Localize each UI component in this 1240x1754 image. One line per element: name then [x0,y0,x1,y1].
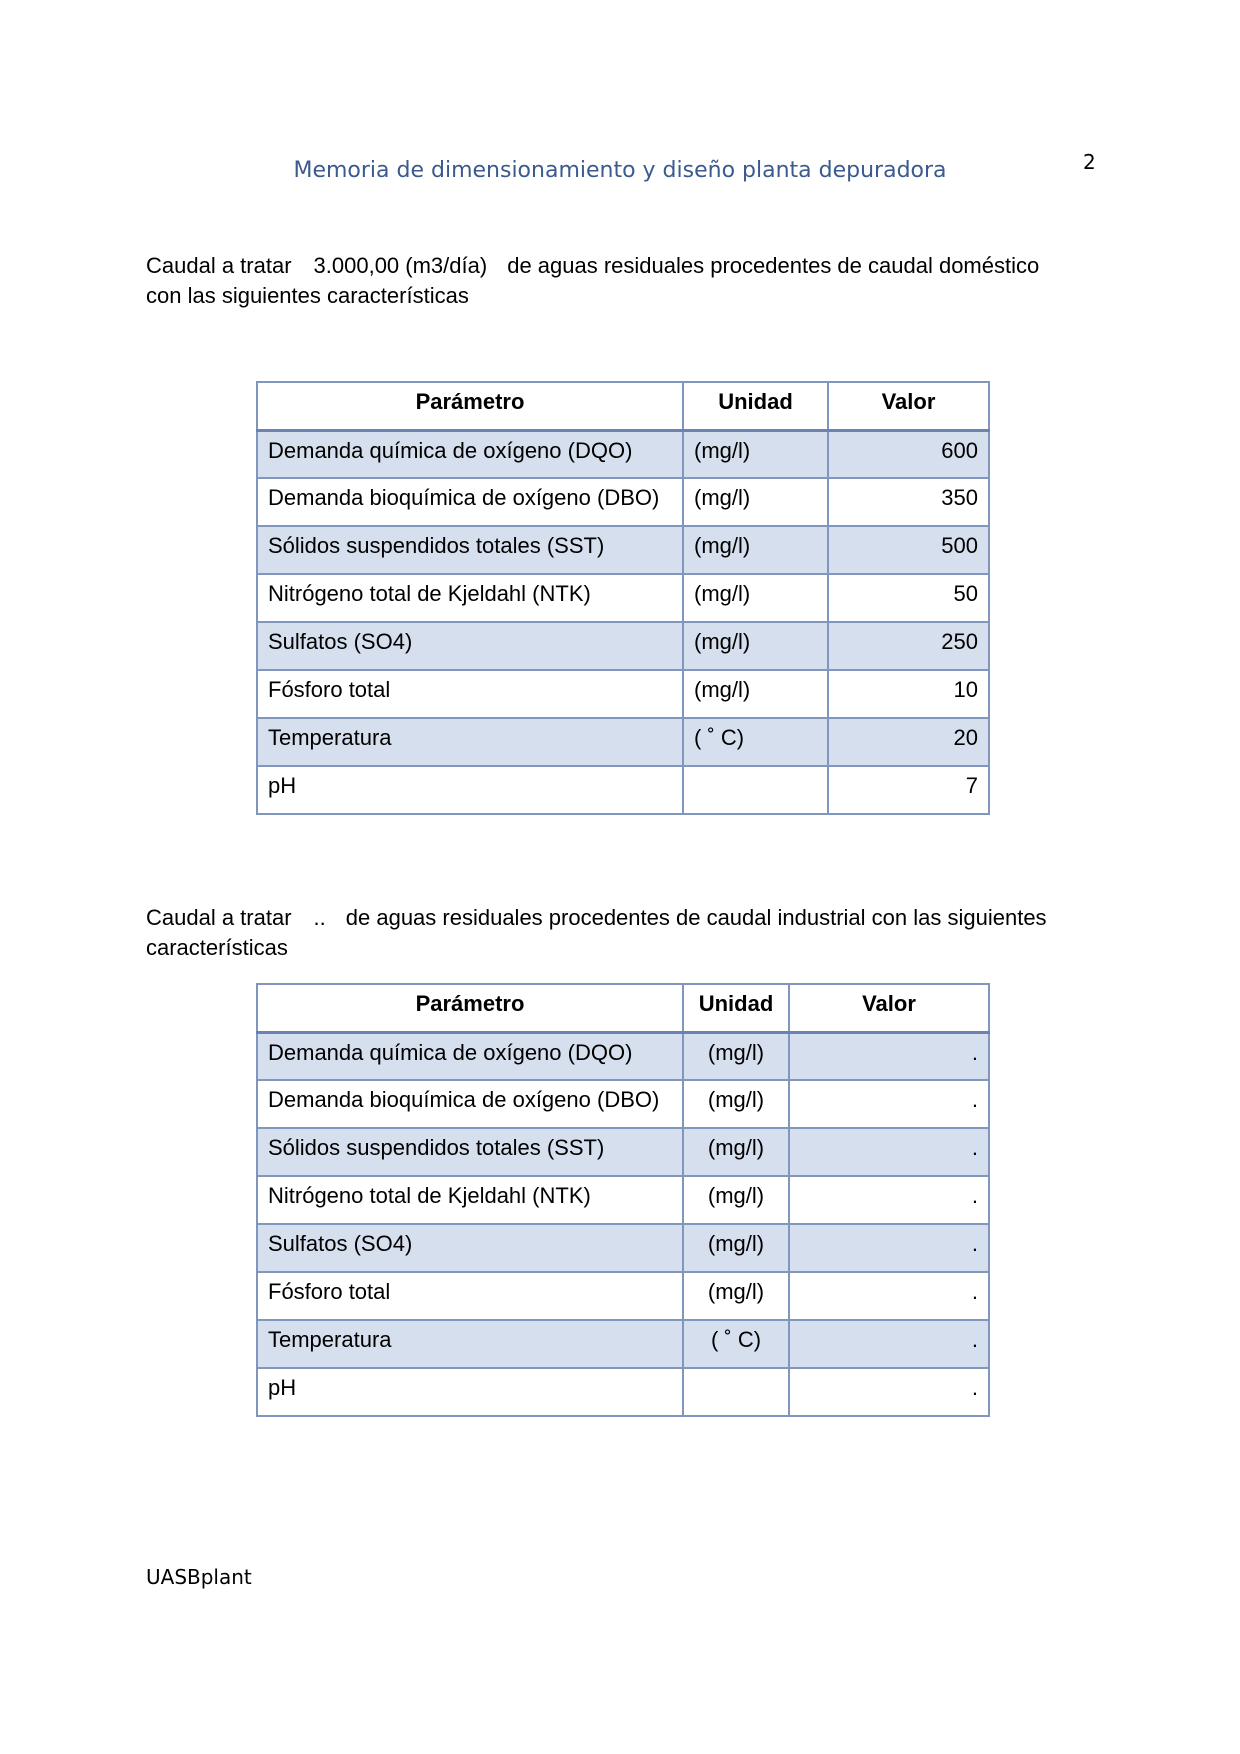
header-parametro: Parámetro [257,382,683,430]
param-cell: Nitrógeno total de Kjeldahl (NTK) [257,1176,683,1224]
table-row [257,478,989,526]
domestic-flow-text-2: con las siguientes características [146,283,469,308]
industrial-parameters-table [256,983,990,1417]
header-unidad: Unidad [683,984,789,1032]
domestic-flow-text-1: de aguas residuales procedentes de caudal doméstico [507,253,1040,278]
table-row [257,1128,989,1176]
param-cell: Demanda bioquímica de oxígeno (DBO) [257,478,683,526]
unit-cell [683,1368,789,1416]
unit-cell: (mg/l) [683,1032,789,1080]
industrial-flow-text-2: características [146,935,288,960]
unit-cell: (mg/l) [683,478,828,526]
table-header-row [257,984,989,1032]
page-header: Memoria de dimensionamiento y diseño planta depuradora [293,158,947,183]
value-cell: . [789,1176,989,1224]
table-row [257,430,989,478]
param-cell: pH [257,766,683,814]
param-cell: Temperatura [257,1320,683,1368]
table-row [257,1176,989,1224]
unit-cell: (mg/l) [683,1176,789,1224]
table-header-row [257,382,989,430]
param-cell: Demanda química de oxígeno (DQO) [257,1032,683,1080]
value-cell: 10 [828,670,989,718]
domestic-flow-paragraph [146,251,1106,311]
value-cell: . [789,1080,989,1128]
domestic-flow-label: Caudal a tratar [146,253,292,278]
table-row [257,766,989,814]
unit-cell: (mg/l) [683,1272,789,1320]
value-cell: 50 [828,574,989,622]
table-row [257,1032,989,1080]
unit-cell: (mg/l) [683,574,828,622]
param-cell: Demanda química de oxígeno (DQO) [257,430,683,478]
table-row [257,1224,989,1272]
unit-cell: (mg/l) [683,622,828,670]
param-cell: Sólidos suspendidos totales (SST) [257,1128,683,1176]
header-unidad: Unidad [683,382,828,430]
param-cell: Fósforo total [257,670,683,718]
page-number: 2 [1083,150,1096,174]
table-row [257,718,989,766]
unit-cell: (mg/l) [683,526,828,574]
param-cell: Temperatura [257,718,683,766]
param-cell: Sulfatos (SO4) [257,1224,683,1272]
industrial-flow-value: .. [313,905,326,930]
value-cell: . [789,1368,989,1416]
unit-cell: (mg/l) [683,430,828,478]
param-cell: Nitrógeno total de Kjeldahl (NTK) [257,574,683,622]
industrial-flow-label: Caudal a tratar [146,905,292,930]
param-cell: pH [257,1368,683,1416]
value-cell: 20 [828,718,989,766]
param-cell: Fósforo total [257,1272,683,1320]
industrial-flow-text-1: de aguas residuales procedentes de caudal industrial con las siguientes [345,905,1047,930]
value-cell: . [789,1272,989,1320]
value-cell: 350 [828,478,989,526]
unit-cell: (mg/l) [683,670,828,718]
footer-text: UASBplant [146,1565,252,1589]
table-row [257,574,989,622]
unit-cell [683,766,828,814]
unit-cell: ( ˚ C) [683,718,828,766]
unit-cell: (mg/l) [683,1080,789,1128]
header-parametro: Parámetro [257,984,683,1032]
value-cell: . [789,1224,989,1272]
param-cell: Sulfatos (SO4) [257,622,683,670]
domestic-flow-value: 3.000,00 (m3/día) [313,253,488,278]
value-cell: . [789,1032,989,1080]
value-cell: 250 [828,622,989,670]
unit-cell: (mg/l) [683,1224,789,1272]
header-valor: Valor [828,382,989,430]
value-cell: 500 [828,526,989,574]
param-cell: Sólidos suspendidos totales (SST) [257,526,683,574]
value-cell: . [789,1128,989,1176]
header-valor: Valor [789,984,989,1032]
table-row [257,622,989,670]
table-row [257,670,989,718]
table-row [257,1272,989,1320]
unit-cell: (mg/l) [683,1128,789,1176]
table-row [257,526,989,574]
param-cell: Demanda bioquímica de oxígeno (DBO) [257,1080,683,1128]
value-cell: . [789,1320,989,1368]
table-row [257,1320,989,1368]
value-cell: 600 [828,430,989,478]
value-cell: 7 [828,766,989,814]
unit-cell: ( ˚ C) [683,1320,789,1368]
industrial-flow-paragraph [146,903,1106,963]
table-row [257,1080,989,1128]
table-row [257,1368,989,1416]
domestic-parameters-table [256,381,990,815]
